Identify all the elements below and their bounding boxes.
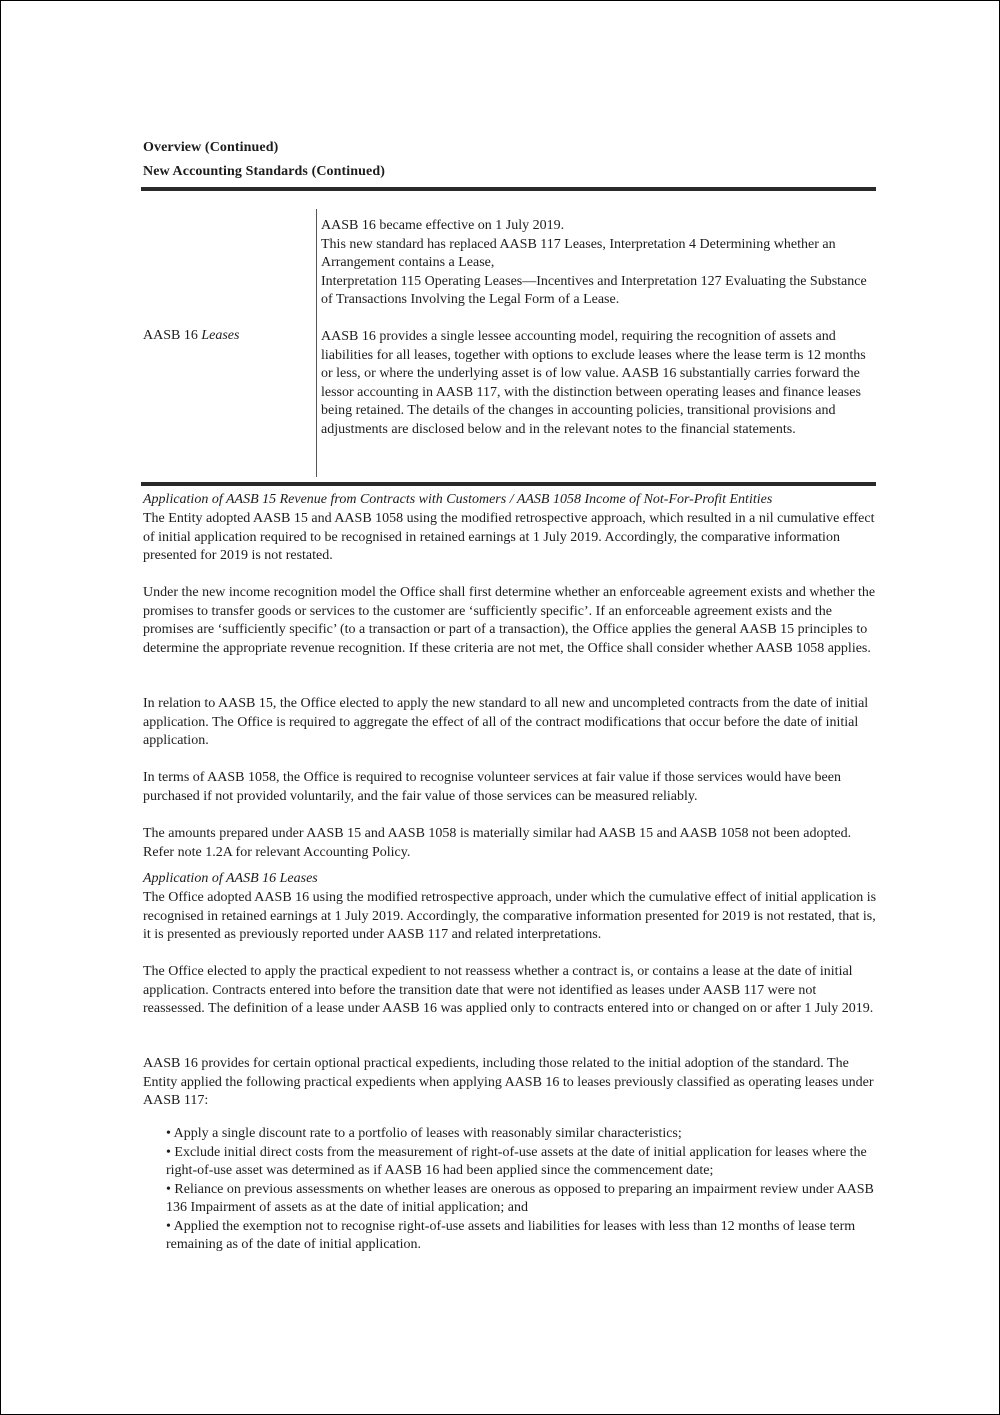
aasb15-paragraph <box>143 769 878 806</box>
list-item: • Apply a single discount rate to a portfolio of leases with reasonably similar characteristics; <box>166 1126 682 1141</box>
paragraph-text: AASB 16 provides for certain optional practical expedients, including those related to the initial adoption of the standard. The Entity applied the following practical expedients when applying AASB 16 to leases previously classified as operating leases under AASB 117: <box>143 1056 874 1108</box>
aasb16-paragraph <box>143 1055 878 1111</box>
standard-label-code: AASB 16 <box>143 328 202 343</box>
list-item: • Applied the exemption not to recognise right-of-use assets and liabilities for leases with less than 12 months of lease term remaining as of the date of initial application. <box>166 1218 856 1252</box>
table-top-rule <box>141 187 876 191</box>
effective-line: This new standard has replaced AASB 117 Leases, Interpretation 4 Determining whether an Arrangement contains a Lease, <box>321 236 836 270</box>
section-subtitle: New Accounting Standards (Continued) <box>143 164 386 179</box>
aasb15-paragraph <box>143 825 878 862</box>
aasb15-paragraph <box>143 695 878 751</box>
paragraph-text: The Office elected to apply the practical expedient to not reassess whether a contract is, or contains a lease at the date of initial application. Contracts entered into before the transition date that were not identified as leases under AASB 117 were not reassessed. The definition of a lease under AASB 16 was applied only to contracts entered into or changed on or after 1 July 2019. <box>143 964 874 1016</box>
list-item: • Exclude initial direct costs from the measurement of right-of-use assets at the date of initial application for leases where the right-of-use asset was determined as if AASB 16 had been applied since the commencement date; <box>166 1144 867 1178</box>
table-bottom-rule <box>141 482 876 486</box>
aasb16-paragraph <box>143 963 878 1019</box>
aasb15-paragraph <box>143 584 878 658</box>
paragraph-text: In terms of AASB 1058, the Office is required to recognise volunteer services at fair value if those services would have been purchased if not provided voluntarily, and the fair value of those services can be measured reliably. <box>143 770 841 804</box>
standard-label <box>143 328 239 344</box>
aasb16-heading: Application of AASB 16 Leases <box>143 871 318 886</box>
paragraph-text: In relation to AASB 15, the Office elected to apply the new standard to all new and uncompleted contracts from the date of initial application. The Office is required to aggregate the effect of all of the contract modifications that occur before the date of initial application. <box>143 696 869 748</box>
paragraph-text: The Office adopted AASB 16 using the modified retrospective approach, under which the cumulative effect of initial application is recognised in retained earnings at 1 July 2019. Accordingly, the comparative information presented for 2019 is not restated, that is, it is presented as previously reported under AASB 117 and related interpretations. <box>143 890 877 942</box>
list-item: • Reliance on previous assessments on whether leases are onerous as opposed to preparing an impairment review under AASB 136 Impairment of assets as at the date of initial application; and <box>166 1181 874 1215</box>
standard-description: AASB 16 provides a single lessee accounting model, requiring the recognition of assets and liabilities for all leases, together with options to exclude leases where the lease term is 12 months or less, or where the underlying asset is of low value. AASB 16 substantially carries forward the lessor accounting in AASB 117, with the distinction between operating leases and finance leases being retained. The details of the changes in accounting policies, transitional provisions and adjustments are disclosed below and in the relevant notes to the financial statements. <box>321 329 866 437</box>
effective-line: Interpretation 115 Operating Leases—Incentives and Interpretation 127 Evaluating the Substance of Transactions Involving the Legal Form of a Lease. <box>321 273 867 307</box>
aasb15-heading: Application of AASB 15 Revenue from Contracts with Customers / AASB 1058 Income of Not-For-Profit Entities <box>143 492 773 507</box>
standard-description-cell <box>321 328 876 439</box>
standard-label-name: Leases <box>201 328 240 343</box>
table-column-divider <box>316 209 317 477</box>
effective-date-cell <box>321 217 876 310</box>
section-title: Overview (Continued) <box>143 140 279 155</box>
paragraph-text: Under the new income recognition model the Office shall first determine whether an enforceable agreement exists and whether the promises to transfer goods or services to the customer are ‘sufficiently specific’. If an enforceable agreement exists and the promises are ‘sufficiently specific’ (to a transaction or part of a transaction), the Office applies the general AASB 15 principles to determine the appropriate revenue recognition. If these criteria are not met, the Office shall consider whether AASB 1058 applies. <box>143 585 876 656</box>
paragraph-text: The Entity adopted AASB 15 and AASB 1058 using the modified retrospective approach, which resulted in a nil cumulative effect of initial application required to be recognised in retained earnings at 1 July 2019. Accordingly, the comparative information presented for 2019 is not restated. <box>143 511 875 563</box>
aasb15-paragraph <box>143 510 878 566</box>
paragraph-text: The amounts prepared under AASB 15 and AASB 1058 is materially similar had AASB 15 and AASB 1058 not been adopted. Refer note 1.2A for relevant Accounting Policy. <box>143 826 852 860</box>
aasb16-paragraph <box>143 889 878 945</box>
practical-expedients-list <box>166 1125 878 1255</box>
effective-line: AASB 16 became effective on 1 July 2019. <box>321 218 565 233</box>
